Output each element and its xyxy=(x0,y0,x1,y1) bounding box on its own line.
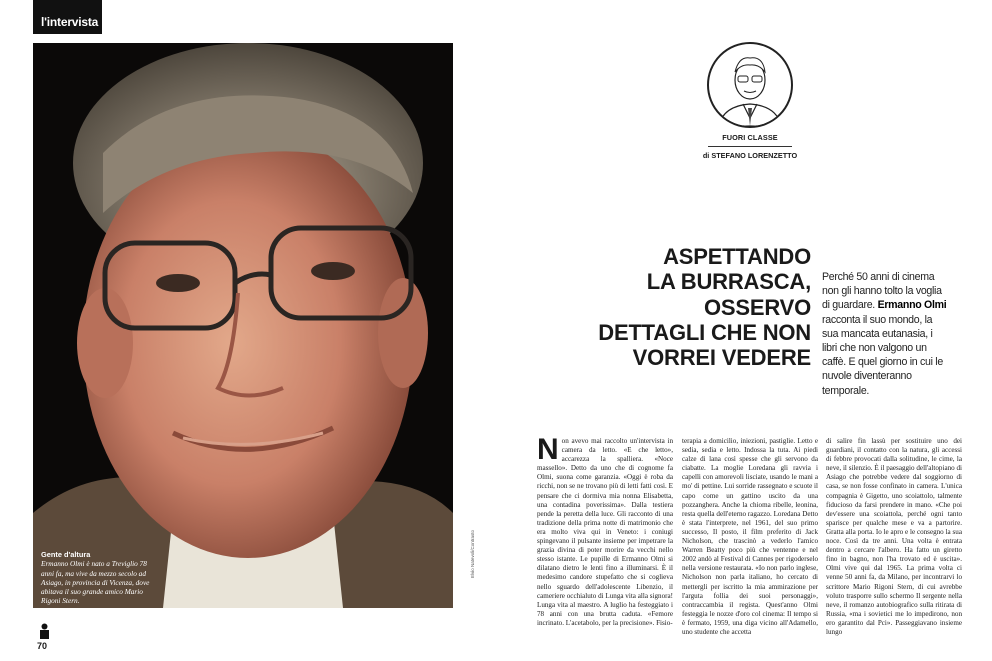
subject-name: Ermanno Olmi xyxy=(877,299,947,312)
standfirst-text: Perché 50 anni di cinema non gli hanno tolto la voglia di guardare. xyxy=(822,271,942,312)
columnist-portrait-illustration xyxy=(707,42,793,128)
caption-title: Gente d'altura xyxy=(41,550,91,559)
caption-text: Ermanno Olmi è nato a Treviglio 78 anni fa, ma vive da mezzo secolo ad Asiago, in provincia di Vicenza, dove abitava il suo grande amico Mario Rigoni Stern. xyxy=(41,559,150,606)
headline-line: VORREI VEDERE xyxy=(632,345,811,371)
section-tag: l'intervista xyxy=(33,0,102,34)
photo-credit: Elvio Natevoli/Contrasto xyxy=(470,529,475,578)
page-number: 70 xyxy=(37,641,48,651)
column-rubric: FUORI CLASSE xyxy=(722,133,778,142)
magazine-logo-icon xyxy=(38,623,51,639)
author-byline: di STEFANO LORENZETTO xyxy=(702,151,798,160)
headline-line: DETTAGLI CHE NON xyxy=(598,319,811,345)
body-column-2 xyxy=(682,437,818,639)
body-column-1 xyxy=(537,437,673,639)
headline-line: LA BURRASCA, xyxy=(646,269,811,295)
rubric-divider xyxy=(708,146,792,147)
body-text: terapia a domicilio, iniezioni, pastiglie. Letto e sedia, sedia e letto. Indossa la tuta. Ai piedi calze di lana così spesse che gli servono da ciabatte. La moglie Loredana gli ravvia i capelli con amorevoli lisciate, usando le mani a mo' di pettine. Lui sorride rassegnato e scuote il capo come un gattino uscito da una pozzanghera. Anche la chioma ribelle, leonina, resta quella dell'eterno ragazzo. Loredana Detto è stata l'interprete, nel 1961, del suo primo successo, Il posto, il film preferito di Jack Nicholson, che trascinò a vederlo l'amico Warren Beatty poco più che ventenne e nel 2002 andò al Festival di Cannes per rigoderselo nella versione restaurata. «Io non parlo inglese, Nicholson non parla italiano, ho cercato di mettergli per iscritto la mia ammirazione per l'arguta follia dei suoi personaggi», contraccambia il regista. Quest'anno Olmi festeggia le nozze d'oro col cinema: Il tempo si è fermato, 1959, una diga vicino all'Adamello, uno studente che accetta xyxy=(682,437,818,636)
body-text: di salire fin lassù per sostituire uno dei guardiani, il contatto con la natura, gli accessi di febbre provocati dalla solitudine, le cime, la neve, il silenzio. È il paesaggio dell'altopiano di Asiago che potrebbe vedere dal soggiorno di casa, se non fosse confinato in camera. L'unica compagnia è Gigetto, uno scoiattolo, talmente fiducioso da farsi prendere in mano. «Che poi dev'essere una scoiattola, perché ogni tanto sparisce per qualche mese e va a partorire. Gratta alla porta. Io le apro e le consegno la sua noce. Così da tre anni. Una volta è entrata dentro a cercare l'albero. Ha fatto un giretto fino in bagno, non l'ha trovato ed è uscita». Olmi vive qui dal 1965. La prima volta ci venne 50 anni fa, da Milano, per incontrarvi lo scrittore Mario Rigoni Stern, di cui avrebbe voluto trasporre sullo schermo Il sergente nella neve, il romanzo autobiografico sulla ritirata di Russia, «ma i sovietici me lo impedirono, non ero garantito dal Pci». Passeggiavano insieme lungo xyxy=(826,437,962,636)
headline-line: ASPETTANDO xyxy=(663,244,811,269)
standfirst-text: racconta il suo mondo, la sua mancata eutanasia, i libri che non valgono un caffè. E quel giorno in cui le nuvole diventeranno temporale. xyxy=(822,313,943,397)
photo-caption xyxy=(41,550,161,606)
body-column-3 xyxy=(826,437,962,639)
columnist-box xyxy=(706,42,794,147)
headline-line: OSSERVO xyxy=(703,294,811,320)
body-text: on avevo mai raccolto un'intervista in camera da letto. «E che letto», accarezza la spalliera. «Noce massello». Detto da uno che di cognome fa Olmi, suona come garanzia. «Oggi è roba da ricchi, non se ne trovano più di letti fatti così. E pensare che ci dormiva mia nonna Elisabetta, una contadina poverissima». Dalla testiera pende la peretta della luce. Gli racconto di una tradizione della prima notte di matrimonio che era molto viva qui in Veneto: i coniugi spingevano il pulsante insieme per impetrare la grazia divina di poter morire da vecchi nello stesso istante. Le pupille di Ermanno Olmi si dilatano dietro le lenti fino a illuminarsi. È il medesimo candore stupefatto che si coglieva nello sguardo dell'adolescente Libenzio, il cameriere occhialuto di Lunga vita alla signora! Lunga vita al maestro. A luglio ha festeggiato i 78 anni con una brutta caduta. «Femore incrinato. L'acetabolo, per la precisione». Fisio- xyxy=(537,437,673,627)
drop-cap: N xyxy=(537,437,559,466)
headline xyxy=(491,244,811,370)
cover-portrait-photo xyxy=(33,43,453,608)
standfirst xyxy=(822,270,950,398)
